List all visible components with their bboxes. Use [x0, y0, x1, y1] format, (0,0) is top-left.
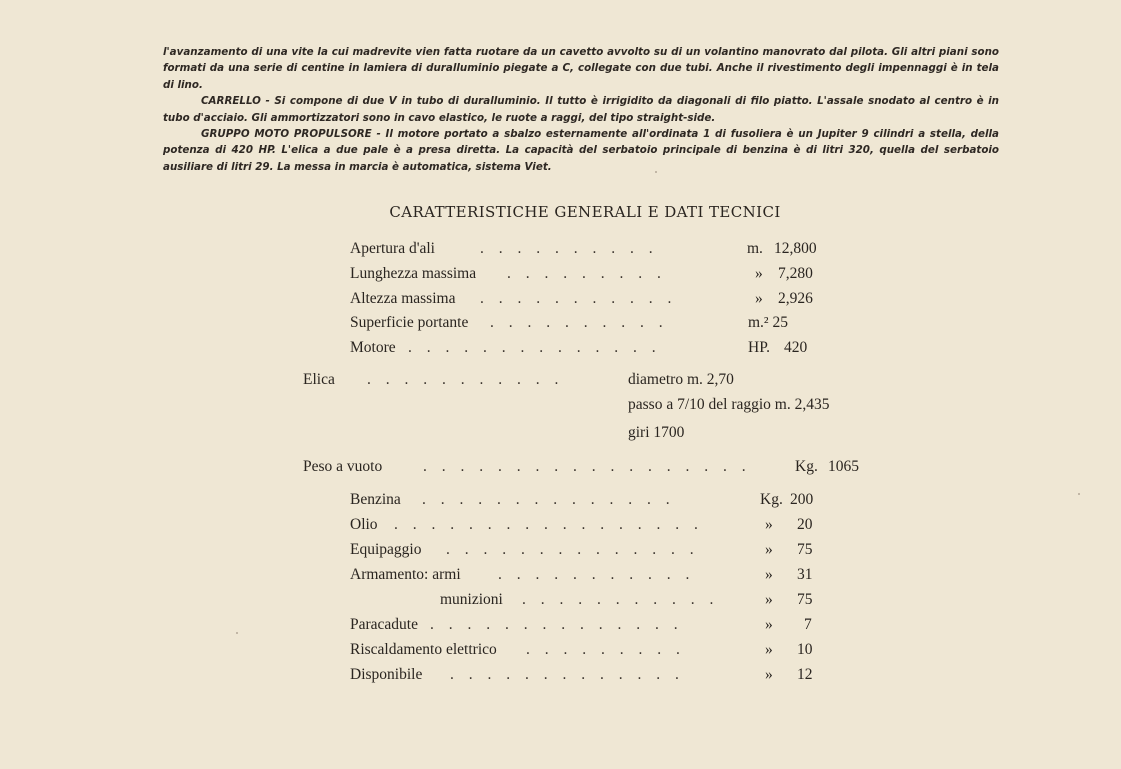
spec-label: Superficie portante	[350, 314, 469, 331]
load-value: 31	[797, 566, 813, 583]
load-unit: »	[765, 541, 773, 558]
load-row-munizioni	[440, 591, 820, 613]
spec-unit: m.	[747, 240, 763, 257]
spec-unit: HP.	[748, 339, 770, 356]
elica-passo: passo a 7/10 del raggio m. 2,435	[628, 396, 830, 413]
peso-unit: Kg.	[795, 458, 818, 475]
spec-unit: »	[755, 265, 763, 282]
spec-row-peso-vuoto	[303, 458, 863, 480]
load-label: Paracadute	[350, 616, 418, 633]
leader-dots: . . . . . . . . . . . . . .	[446, 541, 700, 558]
load-label: Benzina	[350, 491, 401, 508]
spec-label: Altezza massima	[350, 290, 456, 307]
section-title: CARATTERISTICHE GENERALI E DATI TECNICI	[389, 203, 781, 221]
load-row-armi	[350, 566, 820, 588]
load-unit: »	[765, 641, 773, 658]
load-row-equipaggio	[350, 541, 820, 563]
load-unit: Kg.	[760, 491, 783, 508]
load-value: 10	[797, 641, 813, 658]
load-value: 200	[790, 491, 814, 508]
leader-dots: . . . . . . . . . . . . . .	[430, 616, 684, 633]
leader-dots: . . . . . . . . . . . . . .	[422, 491, 676, 508]
leader-dots: . . . . . . . . . . . . .	[450, 666, 685, 683]
load-label: Riscaldamento elettrico	[350, 641, 497, 658]
spec-label: Motore	[350, 339, 396, 356]
intro-paragraph-wing: l'avanzamento di una vite la cui madrevite vien fatta ruotare da un cavetto avvolto su di un volantino manovrato dal pilota. Gli altri piani sono formati da una serie di centine in lamiera di duralluminio piegate a C, collegate con due tubi. Anche il rivestimento degli impennaggi è in tela di lino.	[163, 46, 999, 91]
spec-value: 7,280	[778, 265, 813, 282]
elica-giri: giri 1700	[628, 424, 685, 441]
leader-dots: . . . . . . . . . . .	[522, 591, 719, 608]
load-row-riscaldamento	[350, 641, 820, 663]
load-label: Olio	[350, 516, 378, 533]
spec-row-motore	[350, 339, 820, 361]
leader-dots: . . . . . . . . .	[507, 265, 667, 282]
load-unit: »	[765, 666, 773, 683]
leader-dots: . . . . . . . . . . .	[498, 566, 695, 583]
leader-dots: . . . . . . . . . . . . . . . . .	[394, 516, 704, 533]
spec-row-superficie	[350, 314, 820, 336]
elica-label: Elica	[303, 371, 335, 388]
load-row-olio	[350, 516, 820, 538]
load-row-disponibile	[350, 666, 820, 688]
leader-dots: . . . . . . . . . . . . . .	[408, 339, 662, 356]
leader-dots: . . . . . . . . . .	[480, 240, 659, 257]
load-value: 20	[797, 516, 813, 533]
intro-paragraph-motore: GRUPPO MOTO PROPULSORE - Il motore portato a sbalzo esternamente all'ordinata 1 di fusoliera è un Jupiter 9 cilindri a stella, della potenza di 420 HP. L'elica a due pale è a presa diretta. La capacità del serbatoio principale di benzina è di litri 320, quella del serbatoio ausiliare di litri 29. La messa in marcia è automatica, sistema Viet.	[163, 128, 999, 173]
leader-dots: . . . . . . . . .	[526, 641, 686, 658]
spec-label: Lunghezza massima	[350, 265, 477, 282]
leader-dots: . . . . . . . . . . . . . . . . . .	[423, 458, 752, 475]
peso-value: 1065	[828, 458, 859, 475]
intro-paragraph-carrello: CARRELLO - Si compone di due V in tubo di duralluminio. Il tutto è irrigidito da diagonali di filo piatto. L'assale snodato al centro è in tubo d'acciaio. Gli ammortizzatori sono in cavo elastico, le ruote a raggi, del tipo straight-side.	[163, 95, 999, 124]
load-label: Armamento: armi	[350, 566, 461, 583]
paper-speck	[1078, 493, 1080, 495]
load-label: Equipaggio	[350, 541, 422, 558]
load-value: 75	[797, 541, 813, 558]
peso-label: Peso a vuoto	[303, 458, 383, 475]
load-unit: »	[765, 516, 773, 533]
load-label: Disponibile	[350, 666, 423, 683]
load-row-paracadute	[350, 616, 820, 638]
spec-row-elica	[303, 371, 763, 393]
load-value: 12	[797, 666, 813, 683]
load-unit: »	[765, 591, 773, 608]
spec-label: Apertura d'ali	[350, 240, 435, 257]
spec-row-apertura	[350, 240, 820, 262]
load-unit: »	[765, 566, 773, 583]
spec-unit: m.² 25	[748, 314, 788, 331]
leader-dots: . . . . . . . . . . .	[367, 371, 564, 388]
load-value: 7	[804, 616, 812, 633]
leader-dots: . . . . . . . . . .	[490, 314, 669, 331]
paper-speck	[236, 632, 238, 634]
leader-dots: . . . . . . . . . . .	[480, 290, 677, 307]
spec-value: 420	[784, 339, 808, 356]
load-value: 75	[797, 591, 813, 608]
intro-text	[163, 44, 999, 175]
load-row-benzina	[350, 491, 820, 513]
load-label: munizioni	[440, 591, 503, 608]
spec-unit: »	[755, 290, 763, 307]
spec-value: 2,926	[778, 290, 813, 307]
spec-row-altezza	[350, 290, 820, 312]
paper-speck	[655, 171, 657, 173]
spec-value: 12,800	[774, 240, 817, 257]
elica-diametro: diametro m. 2,70	[628, 371, 734, 388]
load-unit: »	[765, 616, 773, 633]
spec-row-lunghezza	[350, 265, 820, 287]
